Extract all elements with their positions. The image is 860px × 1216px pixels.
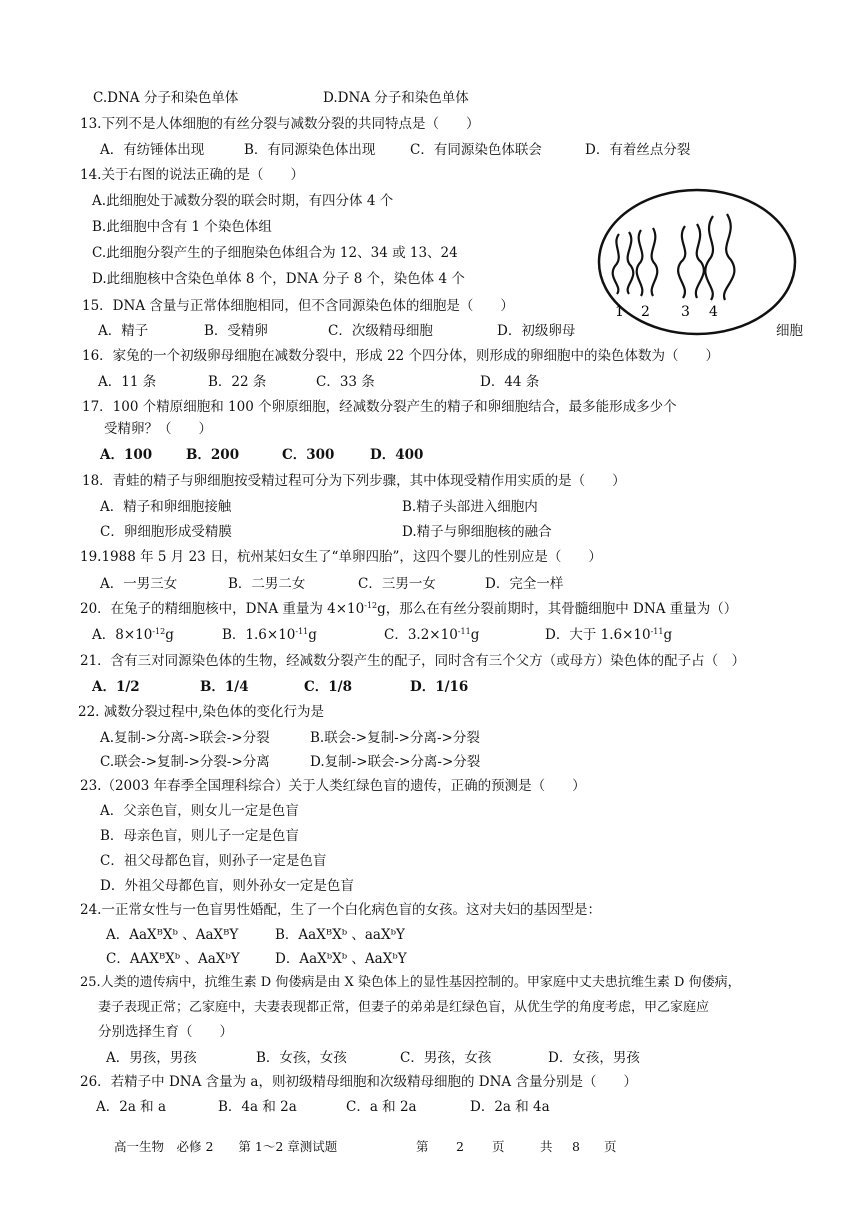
figure-label-3: 3: [681, 304, 690, 320]
q17-stem: 17．100 个精原细胞和 100 个卵原细胞，经减数分裂产生的精子和卵细胞结合，最多能形成多少个: [82, 399, 677, 415]
footer-page-label: 第: [416, 1139, 429, 1154]
cell-chromosome-figure: [595, 186, 800, 338]
chromosome-1-chromatid-b: [628, 232, 634, 294]
q24-option-c: C．AAXᴮXᵇ 、AaXᵇY: [106, 951, 240, 967]
footer-subject: 高一生物 必修 2 第 1～2 章测试题: [114, 1139, 338, 1154]
footer-total-label: 共: [540, 1139, 553, 1154]
q22-stem: 22. 减数分裂过程中,染色体的变化行为是: [78, 704, 325, 720]
chromosome-pair-right: [678, 214, 734, 300]
q17-option-a: A．100: [100, 447, 153, 463]
q20-option-c: [384, 626, 479, 644]
q19-option-b: B．二男二女: [228, 576, 306, 592]
q18-option-b: B.精子头部进入细胞内: [402, 499, 538, 515]
q23-option-b: B．母亲色盲，则儿子一定是色盲: [100, 828, 299, 844]
q20-option-b: [222, 626, 317, 644]
q19-option-a: A．一男三女: [100, 576, 178, 592]
q25-option-c: C．男孩，女孩: [400, 1050, 492, 1066]
q20-option-d: [545, 626, 672, 644]
figure-label-2: 2: [641, 304, 650, 320]
q14-option-b: B.此细胞中含有 1 个染色体组: [92, 219, 272, 235]
q13-option-b: B．有同源染色体出现: [244, 142, 376, 158]
q25-stem-line-2: 妻子表现正常；乙家庭中，夫妻表现都正常，但妻子的弟弟是红绿色盲，从优生学的角度考虑，甲乙家庭应: [98, 1000, 710, 1015]
q12-option-d: D.DNA 分子和染色单体: [323, 90, 469, 106]
q17-option-c: C．300: [282, 447, 335, 463]
q20-option-a-unit: g: [165, 627, 174, 643]
q26-option-c: C．a 和 2a: [346, 1099, 417, 1115]
q25-stem-line-3: 分别选择生育（ ）: [98, 1024, 233, 1040]
q19-option-d: D．完全一样: [485, 576, 564, 592]
q13-option-c: C．有同源染色体联会: [410, 142, 542, 158]
footer-page-unit: 页: [492, 1139, 505, 1154]
q19-option-c: C．三男一女: [358, 576, 436, 592]
q20-option-a: [92, 626, 174, 644]
q21-option-b: B．1/4: [200, 679, 249, 695]
chromosome-2-chromatid-a: [637, 230, 643, 296]
q22-option-c: C.联会->复制->分裂->分离: [100, 754, 270, 770]
q17-option-b: B．200: [186, 447, 240, 463]
q22-option-b: B.联会->复制->分离->分裂: [310, 730, 480, 746]
q13-stem: 13.下列不是人体细胞的有丝分裂与减数分裂的共同特点是（ ）: [80, 116, 480, 132]
footer-total-unit: 页: [604, 1139, 617, 1154]
chromosome-4-chromatid-b: [724, 214, 734, 300]
q20-option-b-unit: g: [308, 627, 317, 643]
q25-option-a: A．男孩，男孩: [106, 1050, 197, 1066]
q25-option-b: B．女孩，女孩: [256, 1050, 347, 1066]
q14-option-d: D.此细胞核中含染色单体 8 个，DNA 分子 8 个，染色体 4 个: [92, 271, 465, 287]
q17-stem-continued: 受精卵？（ ）: [104, 421, 212, 437]
q20-option-a-text: A．8×10: [92, 627, 153, 643]
chromosome-3-chromatid-b: [696, 224, 704, 298]
q24-option-d: D．AaXᵇXᵇ 、AaXᵇY: [275, 951, 407, 967]
q16-stem: 16．家兔的一个初级卵母细胞在减数分裂中，形成 22 个四分体，则形成的卵细胞中的染色体数为（ ）: [82, 348, 719, 364]
q20-option-b-text: B．1.6×10: [222, 627, 296, 643]
q21-option-d: D．1/16: [410, 679, 469, 695]
q23-option-c: C．祖父母都色盲，则孙子一定是色盲: [100, 853, 327, 869]
q24-option-b: B．AaXᴮXᵇ 、aaXᵇY: [275, 927, 405, 943]
q23-stem: 23.（2003 年春季全国理科综合）关于人类红绿色盲的遗传，正确的预测是（ ）: [80, 778, 586, 794]
q21-stem: 21．含有三对同源染色体的生物，经减数分裂产生的配子，同时含有三个父方（或母方）染色体的配子占（ ）: [80, 653, 746, 669]
q23-option-d: D．外祖父母都色盲，则外孙女一定是色盲: [100, 878, 354, 894]
q22-option-d: D.复制->联会->分离->分裂: [310, 754, 481, 770]
q15-option-d: D．初级卵母: [497, 323, 576, 339]
q24-option-a: A．AaXᴮXᵇ 、AaXᴮY: [106, 927, 239, 943]
q21-option-a: A．1/2: [92, 679, 140, 695]
q20-stem-text-end: g，那么在有丝分裂前期时，其骨髓细胞中 DNA 重量为（）: [377, 601, 738, 617]
q18-stem: 18．青蛙的精子与卵细胞按受精过程可分为下列步骤，其中体现受精作用实质的是（ ）: [82, 473, 626, 489]
q14-option-c: C.此细胞分裂产生的子细胞染色体组合为 12、34 或 13、24: [92, 245, 458, 261]
q13-option-d: D．有着丝点分裂: [585, 142, 691, 158]
q14-option-a: A.此细胞处于减数分裂的联会时期，有四分体 4 个: [92, 193, 394, 209]
q15-stem: 15．DNA 含量与正常体细胞相同，但不含同源染色体的细胞是（ ）: [82, 298, 514, 314]
q23-option-a: A．父亲色盲，则女儿一定是色盲: [100, 803, 299, 819]
q18-option-c: C．卵细胞形成受精膜: [100, 524, 232, 540]
q15-option-a: A．精子: [98, 323, 149, 339]
q26-option-a: A．2a 和 a: [96, 1099, 167, 1115]
q21-option-c: C．1/8: [304, 679, 352, 695]
q20-option-c-text: C．3.2×10: [384, 627, 458, 643]
q25-stem-line-1: 25.人类的遗传病中，抗维生素 D 佝偻病是由 X 染色体上的显性基因控制的。甲家庭中丈夫患抗维生素 D 佝偻病，: [80, 975, 741, 990]
footer-total-number: 8: [572, 1139, 580, 1154]
q17-option-d: D．400: [370, 447, 424, 463]
q20-stem: [80, 600, 737, 618]
chromosome-4-chromatid-a: [705, 216, 713, 300]
q13-option-a: A．有纺锤体出现: [100, 142, 205, 158]
q25-option-d: D．女孩，男孩: [548, 1050, 640, 1066]
q20-option-c-unit: g: [470, 627, 480, 643]
q26-option-b: B．4a 和 2a: [218, 1099, 297, 1115]
q20-stem-text: 20．在兔子的精细胞核中，DNA 重量为 4×10: [80, 601, 365, 617]
q19-stem: 19.1988 年 5 月 23 日，杭州某妇女生了“单卵四胎”，这四个婴儿的性别应是（ ）: [80, 549, 602, 565]
q16-option-d: D．44 条: [480, 374, 540, 390]
q14-stem: 14.关于右图的说法正确的是（ ）: [80, 167, 304, 183]
q16-option-a: A．11 条: [98, 374, 157, 390]
chromosome-pair-left: [613, 228, 658, 296]
footer-page-number: 2: [456, 1139, 464, 1154]
q20-option-d-text: D．大于 1.6×10: [545, 627, 651, 643]
q12-option-c: C.DNA 分子和染色单体: [93, 90, 239, 106]
q18-option-a: A．精子和卵细胞接触: [100, 499, 232, 515]
q15-option-b: B．受精卵: [204, 323, 268, 339]
q15-option-d-continued: 细胞: [776, 323, 803, 339]
q15-option-c: C．次级精母细胞: [328, 323, 433, 339]
q20-option-a-exponent: -12: [152, 627, 166, 636]
chromosome-2-chromatid-b: [652, 228, 658, 296]
q26-option-d: D．2a 和 4a: [470, 1099, 550, 1115]
q20-option-c-exponent: -11: [457, 627, 471, 636]
q24-stem: 24.一正常女性与一色盲男性婚配，生了一个白化病色盲的女孩。这对夫妇的基因型是：: [80, 902, 601, 918]
chromosome-3-chromatid-a: [678, 226, 685, 298]
chromosome-1-chromatid-a: [613, 234, 619, 294]
q26-stem: 26．若精子中 DNA 含量为 a，则初级精母细胞和次级精母细胞的 DNA 含量分别是（ ）: [80, 1074, 637, 1090]
q16-option-b: B．22 条: [208, 374, 267, 390]
q20-stem-exponent: -12: [364, 601, 378, 610]
figure-label-1: 1: [615, 304, 624, 320]
q20-option-b-exponent: -11: [295, 627, 309, 636]
q18-option-d: D.精子与卵细胞核的融合: [402, 524, 552, 540]
figure-label-4: 4: [709, 304, 718, 320]
q20-option-d-unit: g: [663, 627, 673, 643]
q16-option-c: C．33 条: [316, 374, 375, 390]
q22-option-a: A.复制->分离->联会->分裂: [100, 730, 270, 746]
q20-option-d-exponent: -11: [650, 627, 664, 636]
